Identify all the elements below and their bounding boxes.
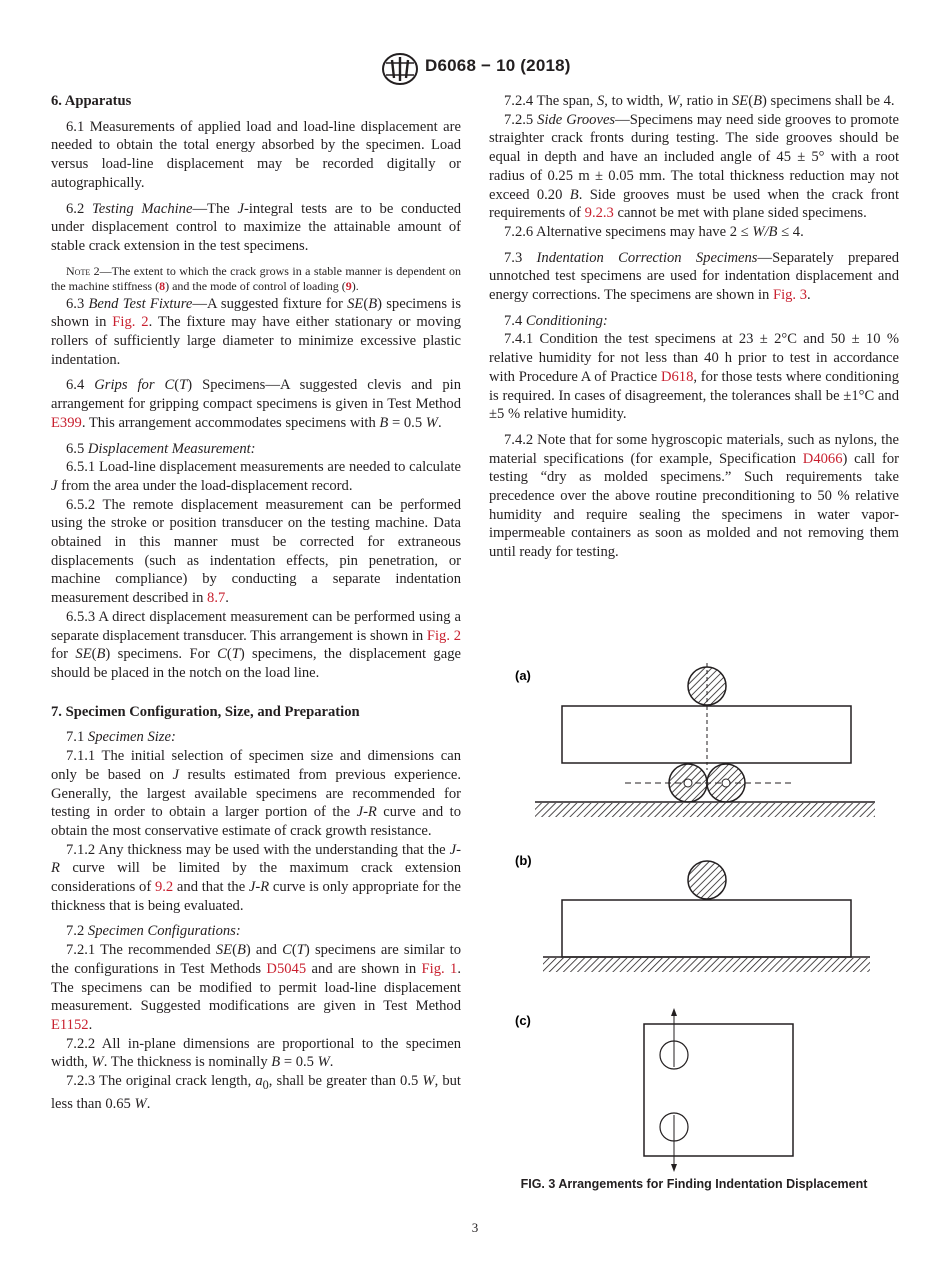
ref-9-2-3-link[interactable]: 9.2.3	[584, 205, 614, 222]
paragraph-7-2-4: 7.2.4 The span, S, to width, W, ratio in SE(B) specimens shall be 4.	[504, 93, 895, 109]
paragraph-7-2-3: 7.2.3 The original crack length, $a_0$, shall be greater than 0.5 W, but less than 0.65 W.	[51, 1073, 461, 1112]
label-b: (b)	[515, 853, 532, 868]
e1152-link[interactable]: E1152	[51, 1016, 89, 1033]
paragraph-6-5-2: 6.5.2 The remote displacement measurement can be performed using the stroke or position transducer on the testing machine. Data obtained in this manner must be corrected for extraneous displacements (such as indentation effects, pin penetration, or machine compliance) by conducting a separate indentation measurement described in 8.7.	[51, 496, 461, 607]
label-c: (c)	[515, 1013, 531, 1028]
astm-logo-icon	[380, 52, 420, 86]
paragraph-7-2-6: 7.2.6 Alternative specimens may have 2 ≤ W/B ≤ 4.	[504, 223, 804, 240]
paragraph-6-5-1: 6.5.1 Load-line displacement measurements are needed to calculate J from the area under the load-displacement record.	[51, 459, 461, 494]
paragraph-7-2-2: 7.2.2 All in-plane dimensions are proportional to the specimen width, W. The thickness is nominally B = 0.5 W.	[51, 1035, 461, 1071]
page-header	[0, 52, 950, 88]
paragraph-7-4: 7.4 Conditioning:	[504, 312, 608, 329]
paragraph-7-4-2: 7.4.2 Note that for some hygroscopic materials, such as nylons, the material specifications (for example, Specification D4066) call for testing “dry as molded specimens.” Such requirements take precedence over the above routine preconditioning to 50 % relative humidity and require sealing the specimens in water vapor-impermeable containers as soon as molded and not removing them until ready for testing.	[489, 431, 899, 561]
paragraph-7-2-1: 7.2.1 The recommended SE(B) and C(T) specimens are similar to the configurations in Test Methods D5045 and are shown in Fig. 1. The specimens can be modified to permit load-line displacement measurement. Suggested modifications are given in Test Method E1152.	[51, 942, 462, 1033]
section-7-heading: 7. Specimen Configuration, Size, and Preparation	[51, 703, 360, 720]
paragraph-7-3: 7.3 Indentation Correction Specimens—Separately prepared unnotched test specimens are used for indentation displacement and energy corrections. The specimens are shown in Fig. 3.	[489, 249, 900, 304]
d5045-link[interactable]: D5045	[266, 960, 307, 977]
left-column	[51, 92, 461, 1113]
paragraph-7-1-2: 7.1.2 Any thickness may be used with the understanding that the J-R curve will be limited by the maximum crack extension considerations of 9.2 and that the J-R curve is only appropriate for the thickness that is being evaluated.	[51, 841, 461, 914]
paragraph-7-2-5: 7.2.5 Side Grooves—Specimens may need side grooves to promote straighter crack fronts during testing. The side grooves should be equal in depth and have an included angle of 45 ± 5° with a root radius of 0.25 m ± 0.05 mm. The total thickness reduction may not exceed 0.20 B. Side grooves must be used when the crack front requirements of 9.2.3 cannot be met with plane sided specimens.	[489, 111, 900, 222]
ref-8-7-link[interactable]: 8.7	[207, 590, 226, 607]
fig-1-link[interactable]: Fig. 1	[421, 960, 458, 977]
fig-2-link[interactable]: Fig. 2	[112, 314, 149, 331]
paragraph-6-1: 6.1 Measurements of applied load and load-line displacement are needed to obtain the total energy absorbed by the specimen. Load versus load-line displacement may be recorded digitally or autographically.	[51, 118, 461, 191]
figure-3-diagram	[505, 655, 905, 1175]
label-a: (a)	[515, 668, 531, 683]
d4066-link[interactable]: D4066	[802, 450, 843, 467]
ref-8-link[interactable]: 8	[159, 279, 166, 294]
ref-9-link[interactable]: 9	[345, 279, 352, 294]
paragraph-6-4: 6.4 Grips for C(T) Specimens—A suggested clevis and pin arrangement for gripping compact specimens is given in Test Method E399. This arrangement accommodates specimens with B = 0.5 W.	[51, 377, 461, 431]
paragraph-6-5-3: 6.5.3 A direct displacement measurement can be performed using a separate displacement transducer. This arrangement is shown in Fig. 2 for SE(B) specimens. For C(T) specimens, the displacement gage should be placed in the notch on the load line.	[51, 608, 462, 681]
paragraph-6-2: 6.2 Testing Machine—The J-integral tests are to be conducted under displacement control to maximize the attainable amount of stable crack extension in the test specimens.	[51, 200, 462, 254]
note-2: Note 2—The extent to which the crack grows in a stable manner is dependent on the machine stiffness (8) and the mode of control of loading (9).	[51, 263, 461, 294]
arrangement-a	[535, 663, 875, 817]
paragraph-7-1: 7.1 Specimen Size:	[66, 729, 176, 746]
right-column	[489, 92, 899, 562]
d618-link[interactable]: D618	[660, 368, 694, 385]
section-6-heading: 6. Apparatus	[51, 93, 132, 109]
paragraph-7-4-1: 7.4.1 Condition the test specimens at 23 ± 2°C and 50 ± 10 % relative humidity for not less than 40 h prior to test in accordance with Procedure A of Practice D618, for those tests where conditioning is required. In cases of disagreement, the tolerances shall be ±1°C and ±5 % relative humidity.	[489, 331, 899, 423]
paragraph-6-3: 6.3 Bend Test Fixture—A suggested fixture for SE(B) specimens is shown in Fig. 2. The fixture may have either stationary or moving rollers of sufficiently large diameter to minimize excessive plastic indentation.	[51, 295, 462, 368]
paragraph-7-1-1: 7.1.1 The initial selection of specimen size and dimensions can only be based on J results estimated from previous experience. Generally, the largest available specimens are recommended for testing in order to obtain a larger portion of the J-R curve and to obtain the most conservative estimate of crack growth resistance.	[51, 748, 461, 839]
ref-9-2-link[interactable]: 9.2	[154, 879, 174, 896]
paragraph-7-2: 7.2 Specimen Configurations:	[66, 923, 241, 940]
arrangement-c	[644, 1008, 793, 1172]
figure-3-caption: FIG. 3 Arrangements for Finding Indentation Displacement	[520, 1177, 868, 1191]
document-id: D6068 − 10 (2018)	[425, 56, 571, 75]
page-number: 3	[471, 1220, 479, 1235]
e399-link[interactable]: E399	[51, 414, 82, 431]
fig-3-link[interactable]: Fig. 3	[772, 287, 808, 304]
fig-2-link-b[interactable]: Fig. 2	[426, 627, 462, 644]
paragraph-6-5: 6.5 Displacement Measurement:	[66, 440, 256, 457]
arrangement-b	[543, 861, 870, 972]
